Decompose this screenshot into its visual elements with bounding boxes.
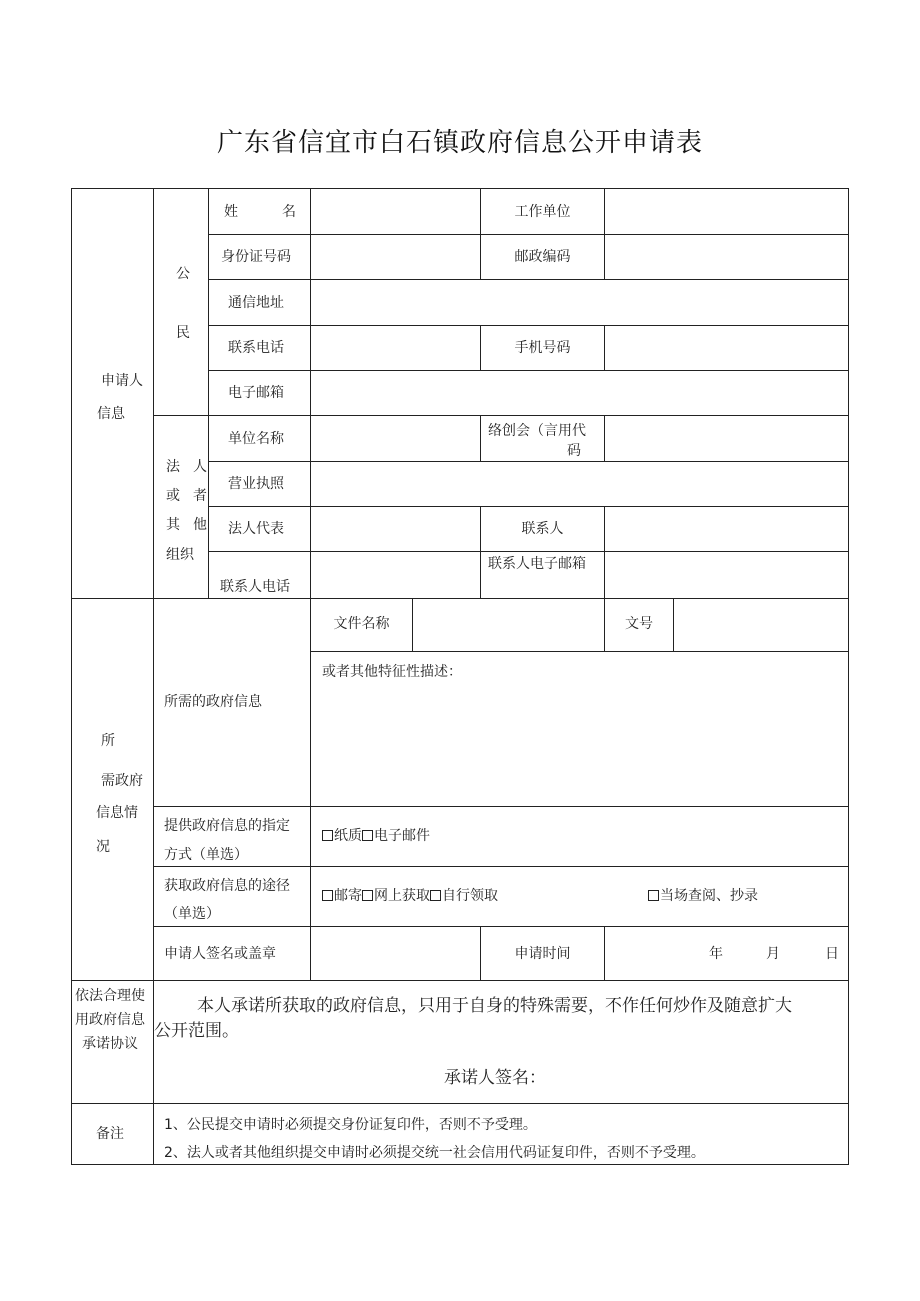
method-option-label: 纸质 xyxy=(334,828,362,844)
checkbox-icon[interactable] xyxy=(322,890,333,901)
checkbox-icon[interactable] xyxy=(362,830,373,841)
pledge-text-line2: 公开范围。 xyxy=(154,1021,239,1041)
requested-section-label-2: 需政府 xyxy=(101,773,143,789)
work-unit-label: 工作单位 xyxy=(514,204,571,220)
date-unit-year: 年 xyxy=(709,946,723,962)
channel-label-1: 获取政府信息的途径 xyxy=(164,878,290,894)
name-label-2: 名 xyxy=(282,204,296,220)
checkbox-icon[interactable] xyxy=(362,890,373,901)
postal-code-field[interactable] xyxy=(605,235,848,279)
signature-label: 申请人签名或盖章 xyxy=(164,946,276,962)
channel-option-onsite[interactable] xyxy=(648,886,758,906)
remark-item-1: 1、公民提交申请时必须提交身份证复印件，否则不予受理。 xyxy=(164,1117,537,1133)
col-divider xyxy=(153,980,154,1165)
contact-field[interactable] xyxy=(605,507,848,551)
credit-code-label-1: 络创会（言用代 xyxy=(488,423,586,439)
unit-name-field[interactable] xyxy=(311,416,479,461)
business-license-field[interactable] xyxy=(311,462,848,506)
checkbox-icon[interactable] xyxy=(430,890,441,901)
contact-phone-field[interactable] xyxy=(311,552,479,598)
pledge-signer-label: 承诺人签名： xyxy=(444,1068,546,1088)
contact-label: 联系人 xyxy=(521,521,564,537)
email-field[interactable] xyxy=(311,371,848,415)
description-field[interactable] xyxy=(311,686,848,806)
col-divider xyxy=(208,188,209,598)
phone-label: 联系电话 xyxy=(228,340,284,356)
method-option-email[interactable] xyxy=(362,826,430,846)
pledge-label-1: 依法合理使 xyxy=(75,988,145,1004)
doc-name-field[interactable] xyxy=(413,599,603,651)
address-field[interactable] xyxy=(311,280,848,325)
method-label-1: 提供政府信息的指定 xyxy=(164,818,290,834)
id-number-field[interactable] xyxy=(311,235,479,279)
checkbox-icon[interactable] xyxy=(648,890,659,901)
pledge-label-3: 承诺协议 xyxy=(82,1036,138,1052)
doc-number-field[interactable] xyxy=(674,599,848,651)
legal-person-label-2: 人 xyxy=(193,459,207,475)
unit-name-label: 单位名称 xyxy=(228,431,284,447)
address-label: 通信地址 xyxy=(228,295,284,311)
requested-section-label-3: 信息情 xyxy=(96,805,138,821)
legal-rep-field[interactable] xyxy=(311,507,479,551)
table-border-bottom xyxy=(71,1164,849,1165)
legal-person-label-4: 者 xyxy=(193,488,207,504)
channel-option-label: 网上获取 xyxy=(374,888,430,904)
legal-person-label-5: 其 xyxy=(166,517,180,533)
pledge-label-2: 用政府信息 xyxy=(75,1012,145,1028)
section-divider xyxy=(71,980,849,981)
form-title: 广东省信宜市白石镇政府信息公开申请表 xyxy=(216,128,703,158)
id-number-label: 身份证号码 xyxy=(221,249,291,265)
date-field[interactable] xyxy=(605,927,848,980)
applicant-section-label-1: 申请人 xyxy=(101,373,143,389)
doc-name-label: 文件名称 xyxy=(333,616,390,632)
citizen-label-1: 公 xyxy=(176,266,190,282)
channel-label-2: （单选） xyxy=(164,906,220,922)
description-label: 或者其他特征性描述： xyxy=(322,664,462,680)
remarks-label: 备注 xyxy=(96,1126,124,1142)
channel-option-online[interactable] xyxy=(362,886,430,906)
pledge-text-line1: 本人承诺所获取的政府信息，只用于自身的特殊需要，不作任何炒作及随意扩大 xyxy=(197,996,792,1016)
legal-person-label-1: 法 xyxy=(166,459,180,475)
row-divider xyxy=(153,806,848,807)
mobile-field[interactable] xyxy=(605,326,848,370)
doc-number-label: 文号 xyxy=(625,616,653,632)
section-divider xyxy=(71,1103,849,1104)
applicant-section-label-2: 信息 xyxy=(97,406,125,422)
date-label: 申请时间 xyxy=(514,946,571,962)
credit-code-field[interactable] xyxy=(605,416,848,461)
channel-option-label: 自行领取 xyxy=(442,888,498,904)
date-unit-month: 月 xyxy=(766,946,780,962)
channel-option-mail[interactable] xyxy=(322,886,362,906)
name-label-1: 姓 xyxy=(224,204,238,220)
postal-code-label: 邮政编码 xyxy=(514,249,571,265)
checkbox-icon[interactable] xyxy=(322,830,333,841)
contact-phone-label: 联系人电话 xyxy=(220,579,290,595)
business-license-label: 营业执照 xyxy=(228,476,284,492)
row-divider xyxy=(153,866,848,867)
remark-item-2: 2、法人或者其他组织提交申请时必须提交统一社会信用代码证复印件，否则不予受理。 xyxy=(164,1145,705,1161)
contact-email-label: 联系人电子邮箱 xyxy=(488,556,586,572)
legal-person-label-6: 他 xyxy=(193,517,207,533)
date-unit-day: 日 xyxy=(825,946,839,962)
phone-field[interactable] xyxy=(311,326,479,370)
work-unit-field[interactable] xyxy=(605,189,848,234)
channel-options xyxy=(322,886,498,906)
legal-person-label-3: 或 xyxy=(166,488,180,504)
method-options xyxy=(322,826,430,846)
requested-info-label: 所需的政府信息 xyxy=(164,694,262,710)
name-field[interactable] xyxy=(311,189,479,234)
credit-code-label-2: 码 xyxy=(567,443,581,459)
channel-option-self-pickup[interactable] xyxy=(430,886,498,906)
contact-email-field[interactable] xyxy=(605,552,848,598)
requested-section-label-4: 况 xyxy=(96,839,110,855)
signature-field[interactable] xyxy=(311,927,479,980)
mobile-label: 手机号码 xyxy=(514,340,571,356)
row-divider xyxy=(310,651,848,652)
legal-rep-label: 法人代表 xyxy=(228,521,284,537)
table-border-left xyxy=(71,188,72,1165)
col-divider xyxy=(153,188,154,1103)
method-label-2: 方式（单选） xyxy=(164,847,248,863)
table-border-right xyxy=(848,188,849,1165)
citizen-label-2: 民 xyxy=(176,325,190,341)
email-label: 电子邮箱 xyxy=(228,385,284,401)
channel-option-label: 邮寄 xyxy=(334,888,362,904)
method-option-label: 电子邮件 xyxy=(374,828,430,844)
channel-option-label: 当场查阅、抄录 xyxy=(660,888,758,904)
legal-person-label-7: 组织 xyxy=(166,547,194,563)
col-divider xyxy=(480,415,481,461)
requested-section-label-1: 所 xyxy=(101,733,115,749)
method-option-paper[interactable] xyxy=(322,826,362,846)
